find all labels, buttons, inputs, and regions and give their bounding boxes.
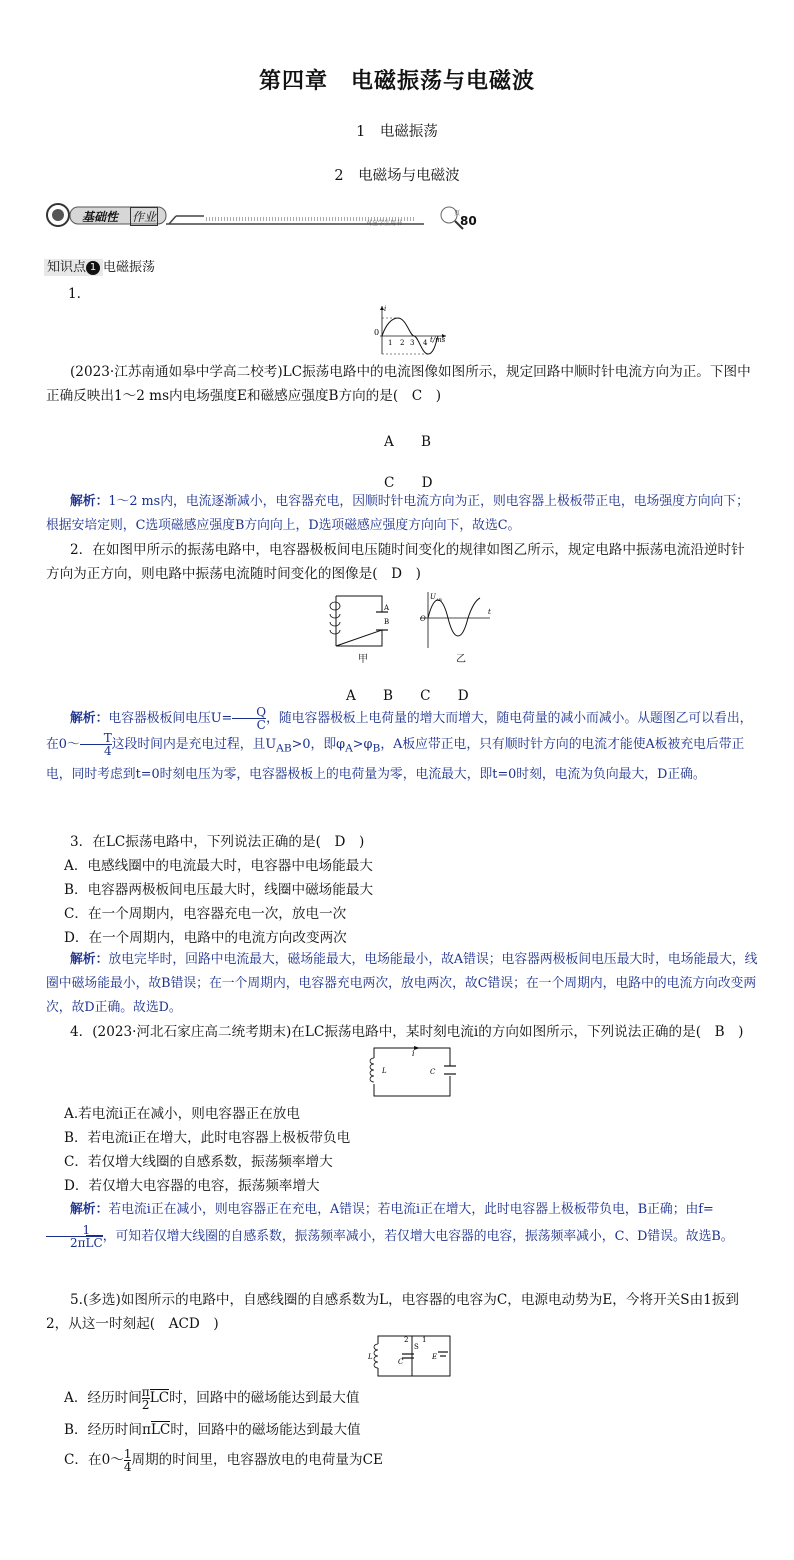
q1-graph-i-label: i [384,305,387,313]
q2-solution [46,706,758,788]
q2-graph-t-label: t [488,608,491,616]
q1-current-graph [370,304,450,358]
q4-sol-part1: 若电流i正在减小，则电容器正在充电，A错误；若电流i正在增大，此时电容器上极板带负电，B正确；由f= [108,1202,714,1217]
frac-num-1: 1 [82,1223,91,1237]
q5-inductor-label: L [368,1353,373,1361]
frac-den-2pi-sqrt-lc [46,1236,103,1249]
q1-graph-tick-2: 2 [400,339,405,347]
q2-graph-u-label: U [430,593,436,601]
frac-num-t: T [103,731,112,745]
q2-fraction-t-over-4 [80,732,112,757]
chapter-title: 第四章 电磁振荡与电磁波 [258,68,535,94]
section-heading-1: 1 电磁振荡 [356,124,438,140]
q2-sol-part4: >0，即φ [291,737,346,752]
q2-fig-a-label: 甲 [358,654,368,665]
q4-option-a: A.若电流i正在减小，则电容器正在放电 [64,1106,300,1122]
q1-graph-unit: t/ms [430,336,446,344]
q2-plate-b: B [384,618,390,626]
q2-fraction-q-over-c [232,706,266,731]
q3-solution-text: 放电完毕时，回路中电流最大，磁场能最大，电场能最小，故A错误；电容器两极板间电压最大时，电场能最大，线圈中磁场能最小，故B错误；在一个周期内，电容器充电两次，放电两次，故C错误；在一个周期内，电路中的电流方向改变两次，故D正确。故选D。 [46,952,758,1015]
frac-den-2pi: 2π [70,1236,86,1250]
q3-option-d: D．在一个周期内，电路中的电流方向改变两次 [64,930,347,946]
homework-banner [44,202,484,230]
q2-stem: 2．在如图甲所示的振荡电路中，电容器极板间电压随时间变化的规律如图乙所示，规定电路中振荡电流沿逆时针方向为正方向，则电路中振荡电流随时间变化的图像是( D ) [46,542,745,582]
q2-sol-part2: ，随电容器极板上电荷量的增大而增大，随电荷量的减小而减小。从题图乙可以看出，在0～ [46,711,753,752]
q2-sol-part6: ，A板应带正电，只有顺时针方向的电流才能使A板被充电后带正电，同时考虑到t=0时刻电压为零，电容器极板上的电荷量为零，电流最大，即t=0时刻，电流为负向最大，D正确。 [46,737,745,782]
frac-num-q: Q [256,705,267,719]
q4-solution-label: 解析： [70,1202,109,1217]
section-heading-2: 2 电磁场与电磁波 [334,168,460,184]
frac-den-4b: 4 [123,1460,132,1474]
q5-opt-a-part1: A．经历时间 [64,1390,142,1406]
q5-opt-a-part2: 时，回路中的磁场能达到最大值 [169,1390,360,1406]
q1-graph-tick-3: 3 [410,339,415,347]
q4-capacitor-label: C [430,1068,436,1076]
q4-solution [46,1196,758,1250]
q5-switch-pos-1: 1 [422,1336,427,1344]
q1-solution [46,490,758,538]
q1-solution-text: 1～2 ms内，电流逐渐减小，电容器充电，因顺时针电流方向为正，则电容器上极板带正电，电场强度方向向下；根据安培定则，C选项磁感应强度B方向向上，D选项磁感应强度方向向下，故选C。 [46,494,749,533]
q4-circuit [368,1044,458,1100]
banner-page-prefix: 页 [454,210,461,217]
q5-opt-c-part2: 周期的时间里，电容器放电的电荷量为CE [131,1452,383,1468]
q3-solution [46,948,758,1020]
q1-graph-tick-1: 1 [388,339,393,347]
frac-den-4: 4 [80,744,112,757]
banner-label: 基础性 [82,210,119,224]
q1-number: 1. [68,286,81,302]
q4-fraction-frequency [46,1224,103,1249]
q2-sub-b: B [372,741,381,755]
q5-capacitor-label: C [398,1358,404,1366]
q3-stem: 3．在LC振荡电路中，下列说法正确的是( D ) [70,834,365,850]
q5-option-a [64,1384,359,1412]
q4-inductor-label: L [382,1067,387,1075]
kp-prefix: 知识点 [47,260,87,275]
banner-label-2: 作业 [130,207,158,226]
q2-solution-label: 解析： [70,711,109,726]
q5-opt-c-part1: C．在0～ [64,1452,124,1468]
q4-stem: 4．(2023·河北石家庄高二统考期末)在LC振荡电路中，某时刻电流i的方向如图所示，下列说法正确的是( B ) [70,1024,744,1040]
q5-opt-b-part1: B．经历时间π [64,1422,151,1438]
kp-number: 1 [86,261,100,275]
q1-options-row2: C D [384,475,433,491]
q2-sol-part3: 这段时间内是充电过程，且U [111,737,277,752]
q5-fraction-pi-over-2 [142,1386,150,1411]
q2-sol-part5: >φ [352,737,373,752]
q4-current-label: i [412,1049,415,1058]
q5-switch-pos-2: 2 [404,1336,409,1344]
frac-den-sqrt-lc: LC [85,1236,103,1250]
q5-option-c [64,1446,383,1474]
kp-text: 电磁振荡 [103,260,156,275]
q4-option-c: C．若仅增大线圈的自感系数，振荡频率增大 [64,1154,333,1170]
q4-option-b: B．若电流i正在增大，此时电容器上极板带负电 [64,1130,351,1146]
q2-sol-part1: 电容器极板间电压U= [108,711,233,726]
frac-num-1b: 1 [123,1447,132,1461]
q2-sub-a: A [345,741,353,755]
q2-options: A B C D [346,688,469,704]
q2-graph-u-sub: AB [436,597,442,602]
q5-opt-a-sqrt-lc: LC [149,1390,170,1406]
q5-circuit [366,1332,456,1380]
q5-option-b [64,1418,361,1442]
q5-opt-b-part2: 时，回路中的磁场能达到最大值 [170,1422,361,1438]
banner-page-number: 80 [460,214,477,228]
q1-graph-origin: 0 [374,328,380,337]
q1-options-row1: A B [384,434,431,450]
q2-sub-ab: AB [276,741,292,755]
frac-den-c: C [232,718,266,731]
q1-stem: (2023·江苏南通如皋中学高二校考)LC振荡电路中的电流图像如图所示，规定回路中顺时针电流方向为正。下图中正确反映出1～2 ms内电场强度E和磁感应强度B方向的是( C ) [46,364,751,404]
knowledge-point-heading [44,256,155,275]
q2-plate-a: A [384,604,390,612]
q4-option-d: D．若仅增大电容器的电容，振荡频率增大 [64,1178,320,1194]
q4-sol-part2: ，可知若仅增大线圈的自感系数，振荡频率减小，若仅增大电容器的电容，振荡频率减小，C、D错误。故选B。 [102,1229,734,1244]
q2-circuit-and-graph [324,590,494,662]
q5-opt-b-sqrt-lc: LC [150,1422,171,1438]
q3-option-c: C．在一个周期内，电容器充电一次，放电一次 [64,906,347,922]
q3-option-a: A．电感线圈中的电流最大时，电容器中电场能最大 [64,858,373,874]
q2-graph-origin: O [420,615,426,623]
frac-num-pi: π [141,1385,150,1399]
q5-stem: 5.(多选)如图所示的电路中，自感线圈的自感系数为L，电容器的电容为C，电源电动势为E，今将开关S由1扳到2，从这一时刻起( ACD ) [46,1292,740,1332]
frac-den-2: 2 [141,1398,150,1412]
q1-graph-tick-4: 4 [423,339,428,347]
banner-small-text: 对应学生用书 [366,220,403,227]
q1-solution-label: 解析： [70,494,109,509]
q3-option-b: B．电容器两极板间电压最大时，线圈中磁场能最大 [64,882,374,898]
q5-switch-label: S [414,1343,419,1351]
q5-emf-label: E [432,1353,438,1361]
q2-fig-b-label: 乙 [456,654,466,665]
q3-solution-label: 解析： [70,952,109,967]
